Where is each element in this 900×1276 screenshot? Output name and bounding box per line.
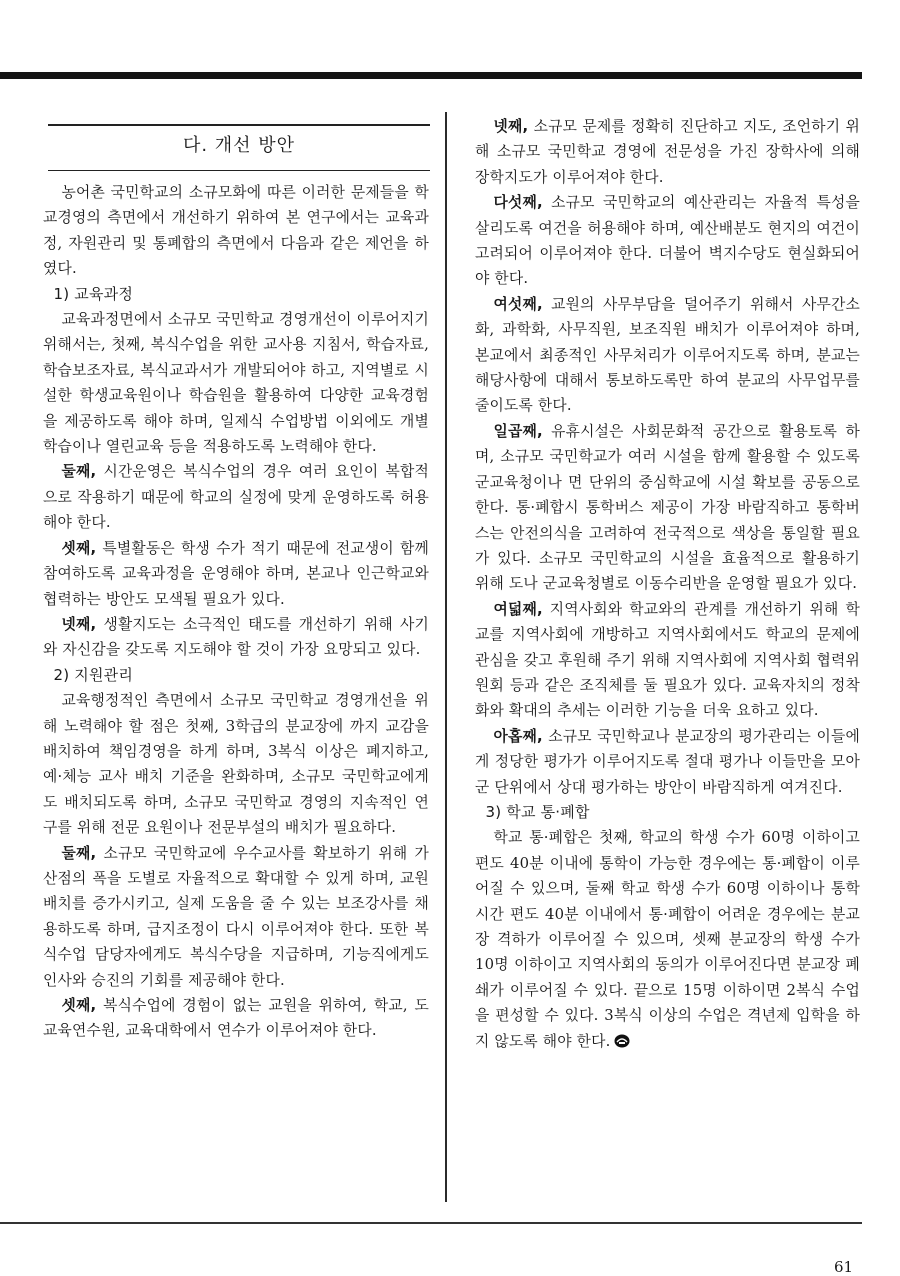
support-paragraph-6 <box>475 292 860 419</box>
lead-word: 일곱째, <box>493 422 543 440</box>
paragraph-text: 소규모 국민학교의 예산관리는 자율적 특성을 살리도록 여건을 허용해야 하며, 예산배분도 현지의 여건이 고려되어 이루어져야 한다. 더불어 벽지수당도 현실화되어야 한다. <box>475 194 860 288</box>
right-column <box>475 114 860 1054</box>
curriculum-paragraph-1: 교육과정면에서 소규모 국민학교 경영개선이 이루어지기 위해서는, 첫째, 복식수업을 위한 교사용 지침서, 학습자료, 학습보조자료, 복식교과서가 개발되어야 하고, 지역별로 시설한 학생교육원이나 학습원을 활용하여 다양한 교육경험을 제공하도록 해야 하며, 일제식 수업방법 이외에도 개별학습이나 열린교육 등을 적용하도록 노력해야 한다. <box>43 311 429 456</box>
lead-word: 여덟째, <box>493 600 543 618</box>
intro-paragraph: 농어촌 국민학교의 소규모화에 따른 이러한 문제들을 학교경영의 측면에서 개선하기 위하여 본 연구에서는 교육과정, 자원관리 및 통폐합의 측면에서 다음과 같은 제언을 하였다. <box>43 184 429 278</box>
lead-word: 셋째, <box>61 997 97 1014</box>
support-paragraph-2 <box>43 841 429 993</box>
support-paragraph-5 <box>475 190 860 292</box>
left-column <box>43 168 429 1044</box>
curriculum-heading: 1) 교육과정 <box>53 284 134 303</box>
lead-word: 넷째, <box>61 615 97 633</box>
lead-word: 다섯째, <box>493 194 543 212</box>
consolidation-heading: 3) 학교 통·폐합 <box>485 802 590 821</box>
support-paragraph-1: 교육행정적인 측면에서 소규모 국민학교 경영개선을 위해 노력해야 할 점은 첫째, 3학급의 분교장에 까지 교감을 배치하여 책임경영을 하게 하며, 3복식 이상은 폐지하고, 예·체능 교사 배치 기준을 완화하며, 소규모 국민학교에게도 배치되도록 하며, 소규모 국민학교 경영의 지속적인 연구를 위해 전문 요원이나 전문부설의 배치가 필요하다. <box>43 692 429 837</box>
paragraph-text: 소규모 문제를 정확히 진단하고 지도, 조언하기 위해 소규모 국민학교 경영에 전문성을 가진 장학사에 의해 장학지도가 이루어져야 한다. <box>475 118 860 186</box>
paragraph-text: 복식수업에 경험이 없는 교원을 위하여, 학교, 도교육연수원, 교육대학에서 연수가 이루어져야 한다. <box>43 997 429 1040</box>
lead-word: 둘째, <box>61 844 97 862</box>
paragraph-text: 생활지도는 소극적인 태도를 개선하기 위해 사기와 자신감을 갖도록 지도해야 할 것이 가장 요망되고 있다. <box>43 615 429 659</box>
section-title: 다. 개선 방안 <box>182 135 296 156</box>
lead-word: 아홉째, <box>493 727 543 745</box>
paragraph-text: 특별활동은 학생 수가 적기 때문에 전교생이 함께 참여하도록 교육과정을 운영해야 하며, 본교나 인근학교와 협력하는 방안도 모색될 필요가 있다. <box>43 539 429 608</box>
curriculum-paragraph-2 <box>43 459 429 535</box>
paragraph-text: 학교 통·폐합은 첫째, 학교의 학생 수가 60명 이하이고 편도 40분 이내에 통학이 가능한 경우에는 통·폐합이 이루어질 수 있으며, 둘째 학교 학생 수가 60명 이하이나 통학시간 편도 40분 이내에서 통·폐합이 어려운 경우에는 분교장 격하가 이루어질 수 있으며, 셋째 분교장의 학생 수가 10명 이하이고 지역사회의 동의가 이루어진다면 분교장 폐쇄가 이루어질 수 있다. 끝으로 15명 이하이면 2복식 수업을 편성할 수 있다. 3복식 이상의 수업은 격년제 입학을 하지 않도록 해야 한다. <box>475 829 860 1050</box>
column-divider <box>445 112 447 1202</box>
curriculum-paragraph-4 <box>43 612 429 663</box>
lead-word: 둘째, <box>61 463 97 481</box>
paragraph-text: 시간운영은 복식수업의 경우 여러 요인이 복합적으로 작용하기 때문에 학교의 실정에 맞게 운영하도록 허용해야 한다. <box>43 463 429 532</box>
lead-word: 셋째, <box>61 539 97 557</box>
lead-word: 여섯째, <box>493 295 543 313</box>
paragraph-text: 교원의 사무부담을 덜어주기 위해서 사무간소화, 과학화, 사무직원, 보조직원 배치가 이루어져야 하며, 본교에서 최종적인 사무처리가 이루어지도록 하며, 분교는 해당사항에 대해서 통보하도록만 하여 분교의 사무업무를 줄이도록 한다. <box>475 295 860 415</box>
support-paragraph-3 <box>43 993 429 1044</box>
lead-word: 넷째, <box>493 118 529 135</box>
support-paragraph-7 <box>475 419 860 597</box>
consolidation-paragraph-1 <box>475 825 860 1054</box>
support-paragraph-8 <box>475 597 860 724</box>
paragraph-text: 지역사회와 학교와의 관계를 개선하기 위해 학교를 지역사회에 개방하고 지역사회에서도 학교의 문제에 관심을 갖고 후원해 주기 위해 지역사회에 지역사회 협력위원회 등과 같은 조직체를 둘 필요가 있다. 교육자치의 정착화와 확대의 추세는 이러한 기능을 더욱 요하고 있다. <box>475 600 860 720</box>
support-heading: 2) 지원관리 <box>53 665 134 684</box>
top-rule <box>0 72 862 79</box>
paragraph-text: 소규모 국민학교에 우수교사를 확보하기 위해 가산점의 폭을 도별로 자율적으로 확대할 수 있게 하며, 교원배치를 증가시키고, 실제 도움을 줄 수 있는 보조강사를 채용하도록 하며, 급지조정이 다시 이루어져야 한다. 또한 복식수업 담당자에게도 복식수당을 지급하며, 기능직에게도 인사와 승진의 기회를 제공해야 한다. <box>43 844 429 989</box>
page-number: 61 <box>834 1258 854 1276</box>
section-heading-box <box>48 124 430 171</box>
support-paragraph-9 <box>475 724 860 800</box>
paragraph-text: 소규모 국민학교나 분교장의 평가관리는 이들에게 정당한 평가가 이루어지도록 절대 평가나 이들만을 모아 군 단위에서 상대 평가하는 방안이 바람직하게 여겨진다. <box>475 727 860 796</box>
support-paragraph-4 <box>475 114 860 190</box>
paragraph-text: 유휴시설은 사회문화적 공간으로 활용토록 하며, 소규모 국민학교가 여러 시설을 함께 활용할 수 있도록 군교육청이나 면 단위의 중심학교에 시설 확보를 공동으로 한다. 통·폐합시 통학버스 제공이 가장 바람직하고 통학버스는 안전의식을 고려하여 전국적으로 색상을 통일할 필요가 있다. 소규모 국민학교의 시설을 효율적으로 활용하기 위해 도나 군교육청별로 이동수리반을 운영할 필요가 있다. <box>475 422 860 593</box>
bottom-rule <box>0 1222 862 1224</box>
curriculum-paragraph-3 <box>43 536 429 612</box>
end-of-article-icon <box>614 1034 630 1048</box>
